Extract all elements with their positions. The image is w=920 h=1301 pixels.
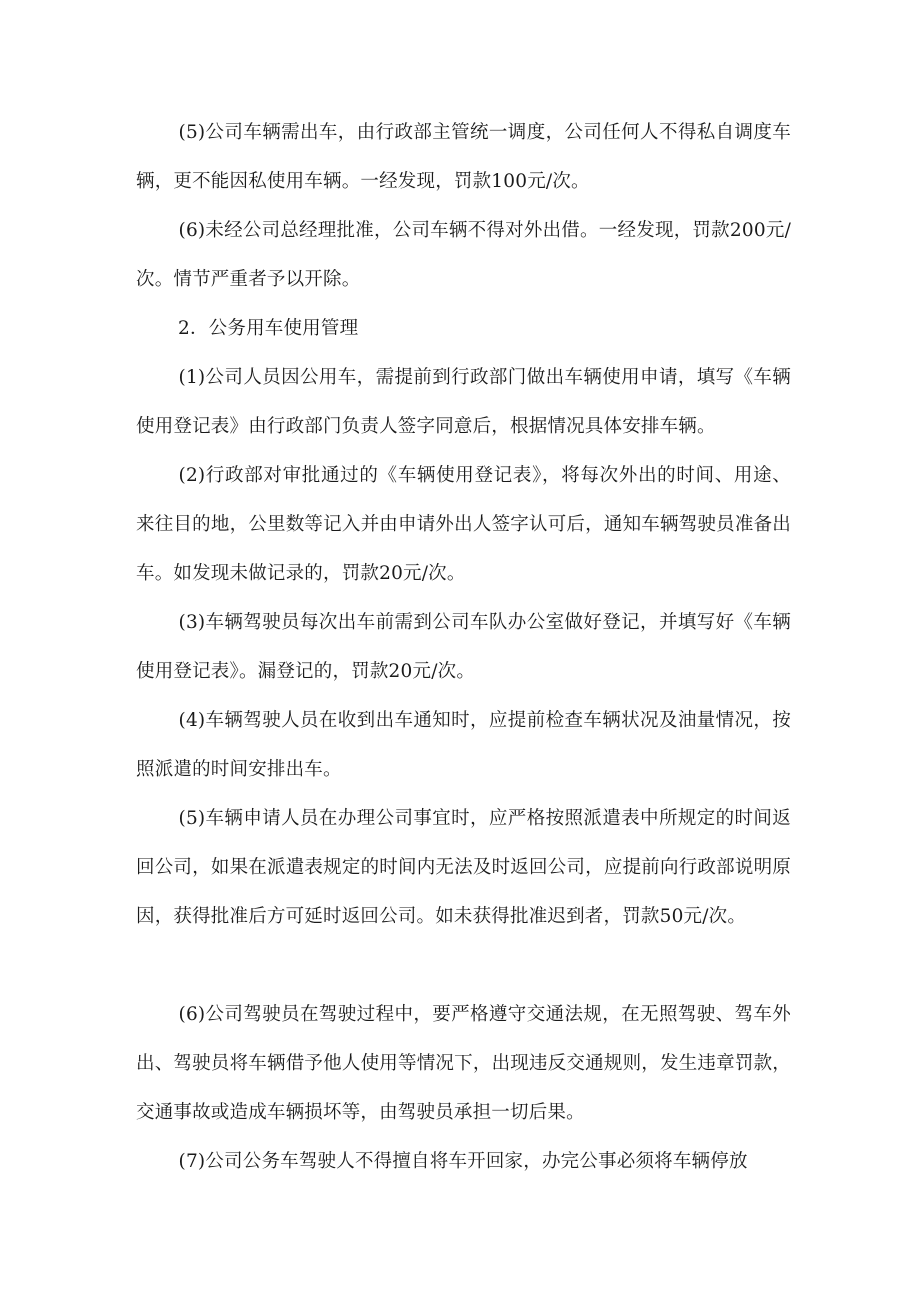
paragraph-rule-6-lending: (6)未经公司总经理批准，公司车辆不得对外出借。一经发现，罚款200元/次。情节严重者予以开除。 xyxy=(136,220,791,290)
paragraph-rule-6-traffic-law: (6)公司驾驶员在驾驶过程中，要严格遵守交通法规，在无照驾驶、驾车外出、驾驶员将车辆借予他人使用等情况下，出现违反交通规则，发生违章罚款，交通事故或造成车辆损坏等，由驾驶员承担一切后果。 xyxy=(136,1004,791,1123)
paragraph-rule-7-parking: (7)公司公务车驾驶人不得擅自将车开回家，办完公事必须将车辆停放 xyxy=(178,1151,748,1172)
paragraph-rule-1-application: (1)公司人员因公用车，需提前到行政部门做出车辆使用申请，填写《车辆使用登记表》由行政部门负责人签字同意后，根据情况具体安排车辆。 xyxy=(136,367,791,437)
paragraph-rule-3-registration: (3)车辆驾驶员每次出车前需到公司车队办公室做好登记，并填写好《车辆使用登记表》。漏登记的，罚款20元/次。 xyxy=(136,612,791,682)
section-heading: 2．公务用车使用管理 xyxy=(178,318,359,339)
paragraph-rule-5-dispatch: (5)公司车辆需出车，由行政部主管统一调度，公司任何人不得私自调度车辆，更不能因私使用车辆。一经发现，罚款100元/次。 xyxy=(136,122,791,192)
paragraph-rule-4-vehicle-check: (4)车辆驾驶人员在收到出车通知时，应提前检查车辆状况及油量情况，按照派遣的时间安排出车。 xyxy=(136,710,791,780)
paragraph-rule-2-approval: (2)行政部对审批通过的《车辆使用登记表》，将每次外出的时间、用途、来往目的地，公里数等记入并由申请外出人签字认可后，通知车辆驾驶员准备出车。如发现未做记录的，罚款20元/次。 xyxy=(136,465,791,584)
paragraph-rule-5-return-time: (5)车辆申请人员在办理公司事宜时，应严格按照派遣表中所规定的时间返回公司，如果在派遣表规定的时间内无法及时返回公司，应提前向行政部说明原因，获得批准后方可延时返回公司。如未获得批准迟到者，罚款50元/次。 xyxy=(136,808,791,927)
